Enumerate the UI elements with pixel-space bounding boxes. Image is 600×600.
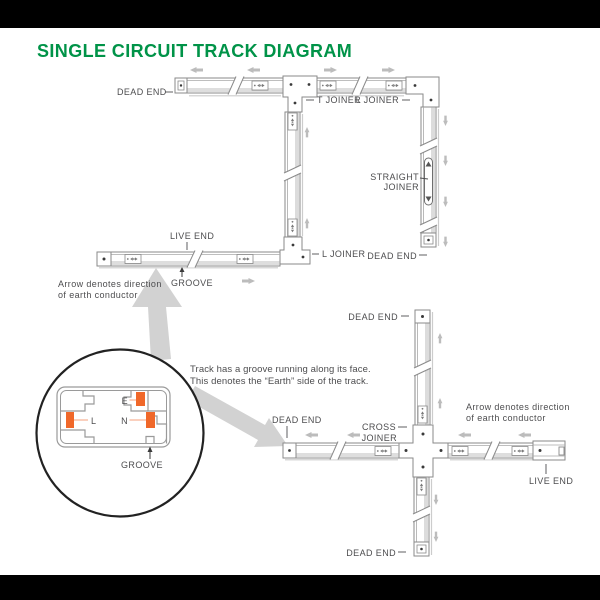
label-l-joiner-bottom: L JOINER [322,249,366,259]
label-groove-top: GROOVE [171,278,213,288]
bottom-bottom-vertical-track [413,477,430,556]
bottom-track [97,251,280,268]
label-dead-end-right: DEAD END [367,251,417,261]
cross-section-inset [37,350,204,517]
inset-label-e: E [121,396,128,406]
dead-end-cap-bottom-top [415,310,430,323]
bottom-right-track [448,441,565,460]
label-bottom-dead-end-bottom: DEAD END [346,548,396,558]
label-earth-note-bottom-1: Arrow denotes direction [466,402,570,412]
dead-end-cap-top-left [175,78,187,93]
dead-end-cap-top-right [421,233,436,247]
middle-vertical-track [284,112,301,237]
top-diagram [58,67,448,300]
live-end-unit [533,441,565,460]
bottom-left-track [283,442,399,460]
t-joiner [283,76,317,112]
inset-label-n: N [121,416,128,426]
label-t-joiner: T JOINER [317,95,362,105]
label-bottom-live-end: LIVE END [529,476,574,486]
label-straight-joiner-2: JOINER [383,182,419,192]
conductor-l [66,412,74,428]
label-l-joiner-top: L JOINER [355,95,399,105]
l-joiner-bottom [280,237,310,264]
live-end-cap-top [97,252,111,266]
right-vertical-track [420,107,437,247]
groove-note-line2: This denotes the “Earth” side of the track. [190,376,369,387]
page-title: SINGLE CIRCUIT TRACK DIAGRAM [37,41,353,61]
label-cross-joiner-1: CROSS [361,422,396,432]
bottom-diagram [272,310,573,558]
straight-joiner [425,158,433,205]
label-bottom-dead-end-top: DEAD END [348,312,398,322]
label-earth-note-top-1: Arrow denotes direction [58,279,162,289]
bottom-top-vertical-track [414,310,431,425]
inset-groove-label: GROOVE [121,460,163,470]
conductor-n [146,412,155,428]
label-dead-end-top: DEAD END [117,87,167,97]
label-earth-note-bottom-2: of earth conductor [466,413,546,423]
label-bottom-dead-end-left: DEAD END [272,415,322,425]
letterbox-top [0,0,600,28]
label-earth-note-top-2: of earth conductor [58,290,138,300]
dead-end-cap-bottom-left [283,443,296,458]
conductor-e [136,392,145,406]
label-straight-joiner-1: STRAIGHT [370,172,419,182]
label-cross-joiner-2: JOINER [361,433,397,443]
l-joiner-top [406,77,439,107]
cross-joiner [399,425,448,477]
label-live-end-top: LIVE END [170,231,215,241]
letterbox-bottom [0,575,600,600]
groove-note-line1: Track has a groove running along its face. [190,364,371,375]
dead-end-cap-bottom-bottom [414,542,429,556]
inset-label-l: L [91,416,97,426]
